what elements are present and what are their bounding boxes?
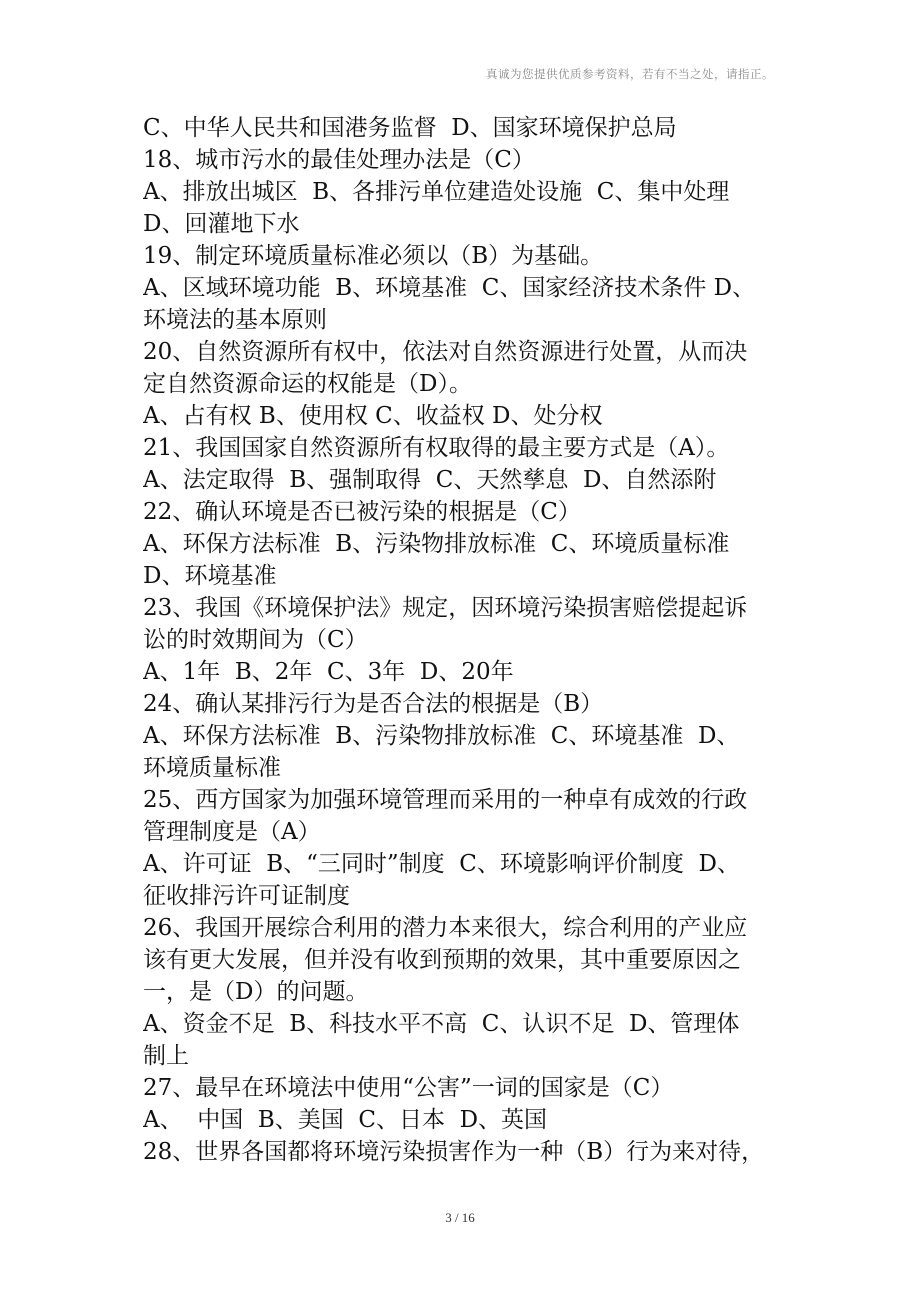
text-line: 管理制度是（A）: [143, 819, 321, 845]
text-line: 征收排污许可证制度: [143, 883, 350, 909]
text-line: 该有更大发展，但并没有收到预期的效果，其中重要原因之: [143, 947, 741, 973]
text-line: 18、城市污水的最佳处理办法是（C）: [143, 147, 535, 173]
text-line: 环境法的基本原则: [143, 307, 327, 333]
text-line: 环境质量标准: [143, 755, 281, 781]
text-line: 讼的时效期间为（C）: [143, 627, 368, 653]
text-line: 20、自然资源所有权中，依法对自然资源进行处置，从而决: [143, 339, 748, 365]
text-line: 27、最早在环境法中使用“公害”一词的国家是（C）: [143, 1075, 674, 1101]
page-number: 3 / 16: [445, 1210, 475, 1225]
text-line: A、法定取得 B、强制取得 C、天然孳息 D、自然添附: [143, 467, 717, 493]
text-line: 26、我国开展综合利用的潜力本来很大，综合利用的产业应: [143, 915, 748, 941]
text-line: A、1年 B、2年 C、3年 D、20年: [143, 659, 514, 685]
text-line: 28、世界各国都将环境污染损害作为一种（B）行为来对待，: [143, 1139, 765, 1165]
text-line: 21、我国国家自然资源所有权取得的最主要方式是（A）。: [143, 435, 730, 461]
text-line: D、环境基准: [143, 563, 277, 589]
text-line: A、资金不足 B、科技水平不高 C、认识不足 D、管理体: [143, 1011, 740, 1037]
text-line: 19、制定环境质量标准必须以（B）为基础。: [143, 243, 604, 269]
text-line: 22、确认环境是否已被污染的根据是（C）: [143, 499, 581, 525]
text-line: 24、确认某排污行为是否合法的根据是（B）: [143, 691, 604, 717]
text-line: A、许可证 B、“三同时”制度 C、环境影响评价制度 D、: [143, 851, 740, 877]
text-line: A、占有权 B、使用权 C、收益权 D、处分权: [143, 403, 603, 429]
text-line: 一，是（D）的问题。: [143, 979, 369, 1005]
text-line: 25、西方国家为加强环境管理而采用的一种卓有成效的行政: [143, 787, 748, 813]
text-line: D、回灌地下水: [143, 211, 300, 237]
text-line: A、 中国 B、美国 C、日本 D、英国: [143, 1107, 548, 1133]
text-line: 定自然资源命运的权能是（D）。: [143, 371, 472, 397]
text-line: C、中华人民共和国港务监督 D、国家环境保护总局: [143, 115, 677, 141]
document-body: [143, 112, 793, 1168]
header-note: 真诚为您提供优质参考资料，若有不当之处，请指正。: [486, 67, 774, 81]
text-line: A、环保方法标准 B、污染物排放标准 C、环境基准 D、: [143, 723, 740, 749]
text-line: 制上: [143, 1043, 189, 1069]
text-line: 23、我国《环境保护法》规定，因环境污染损害赔偿提起诉: [143, 595, 748, 621]
text-line: A、区域环境功能 B、环境基准 C、国家经济技术条件 D、: [143, 275, 756, 301]
text-line: A、环保方法标准 B、污染物排放标准 C、环境质量标准: [143, 531, 730, 557]
text-line: A、排放出城区 B、各排污单位建造处设施 C、集中处理: [143, 179, 730, 205]
